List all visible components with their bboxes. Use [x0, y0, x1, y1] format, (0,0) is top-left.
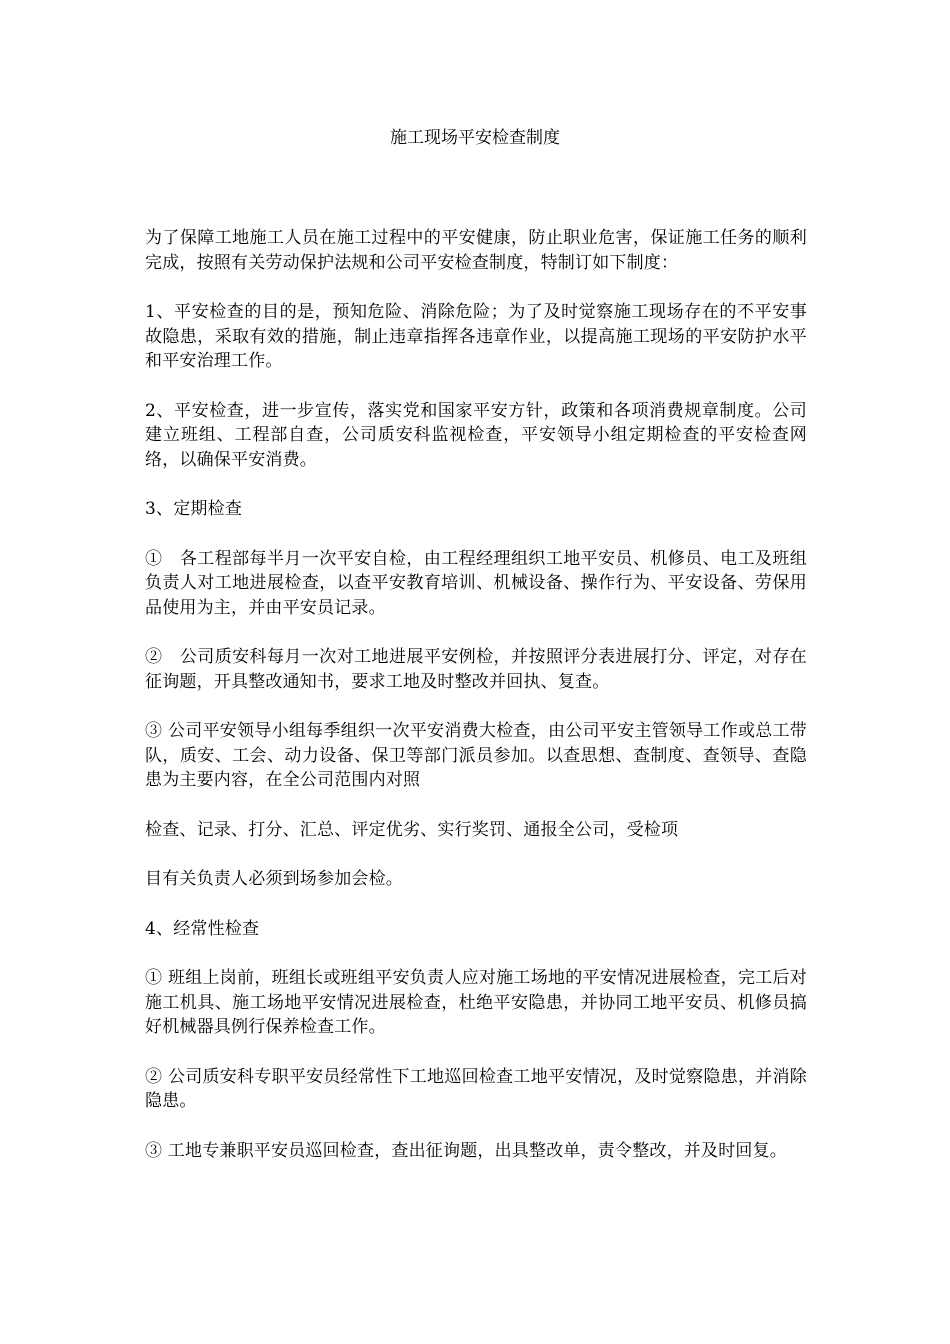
heading-section-3: 3、定期检查 [145, 499, 243, 519]
paragraph-item-3-3: ③ 公司平安领导小组每季组织一次平安消费大检查，由公司平安主管领导工作或总工带队，质安、工会、动力设备、保卫等部门派员参加。以查思想、查制度、查领导、查隐患为主要内容，在全公司范围内对照 [145, 721, 807, 790]
paragraph-item-3-1: ① 各工程部每半月一次平安自检，由工程经理组织工地平安员、机修员、电工及班组负责人对工地进展检查，以查平安教育培训、机械设备、操作行为、平安设备、劳保用品使用为主，并由平安员记录。 [145, 548, 807, 618]
heading-section-4: 4、经常性检查 [145, 918, 260, 939]
document-title: 施工现场平安检查制度 [390, 128, 560, 148]
paragraph-item-4-3: ③ 工地专兼职平安员巡回检查，查出征询题，出具整改单，责令整改，并及时回复。 [145, 1140, 788, 1161]
paragraph-intro: 为了保障工地施工人员在施工过程中的平安健康，防止职业危害，保证施工任务的顺利完成，按照有关劳动保护法规和公司平安检查制度，特制订如下制度： [145, 228, 807, 273]
paragraph-item-3-3-cont-a: 检查、记录、打分、汇总、评定优劣、实行奖罚、通报全公司，受检项 [145, 819, 679, 840]
paragraph-item-4-2: ② 公司质安科专职平安员经常性下工地巡回检查工地平安情况，及时觉察隐患，并消除隐患。 [145, 1066, 807, 1111]
paragraph-section-1: 1、平安检查的目的是，预知危险、消除危险；为了及时觉察施工现场存在的不平安事故隐患，采取有效的措施，制止违章指挥各违章作业，以提高施工现场的平安防护水平和平安治理工作。 [145, 302, 807, 371]
paragraph-item-3-3-cont-b: 目有关负责人必须到场参加会检。 [145, 869, 403, 889]
paragraph-section-2: 2、平安检查，进一步宣传，落实党和国家平安方针，政策和各项消费规章制度。公司建立班组、工程部自查，公司质安科监视检查，平安领导小组定期检查的平安检查网络，以确保平安消费。 [145, 400, 807, 470]
document-body [145, 226, 807, 1188]
paragraph-item-4-1: ① 班组上岗前，班组长或班组平安负责人应对施工场地的平安情况进展检查，完工后对施工机具、施工场地平安情况进展检查，杜绝平安隐患，并协同工地平安员、机修员搞好机械器具例行保养检查工作。 [145, 968, 807, 1037]
paragraph-item-3-2: ② 公司质安科每月一次对工地进展平安例检，并按照评分表进展打分、评定，对存在征询题，开具整改通知书，要求工地及时整改并回执、复查。 [145, 647, 807, 692]
